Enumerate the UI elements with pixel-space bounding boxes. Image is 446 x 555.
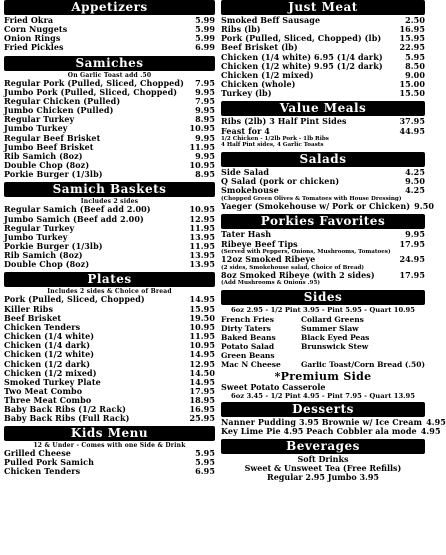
desserts-section [221, 402, 446, 437]
item-name: Onion Rings [4, 33, 61, 44]
item-name: Regular Chicken (Pulled) [4, 95, 121, 106]
item-name: Smokehouse [221, 185, 279, 196]
item-name: Jumbo Turkey [4, 231, 68, 242]
side-item: Mac N Cheese [221, 360, 281, 370]
item-name: Porkie Burger (1/3lb) [4, 169, 103, 180]
item-name: Chicken (1/2 mixed) [4, 367, 97, 378]
value-meals-heading: Value Meals [221, 101, 425, 116]
menu-item [4, 43, 215, 52]
item-name: Regular Turkey [4, 222, 75, 233]
item-price: 13.95 [189, 259, 215, 270]
plates-heading: Plates [4, 272, 215, 287]
side-item: Green Beans [221, 351, 275, 361]
item-price: 13.95 [189, 231, 215, 242]
item-name: Regular Samich (Beef add 2.00) [4, 204, 151, 215]
item-price: 16.95 [189, 404, 215, 415]
item-price: 22.95 [399, 42, 425, 53]
beverages-heading: Beverages [221, 439, 425, 454]
item-price: 14.95 [189, 349, 215, 360]
item-price: 6.95 [195, 465, 215, 476]
item-name: Jumbo Chicken (Pulled) [4, 105, 114, 116]
desserts-list [221, 417, 446, 437]
plates-list [4, 295, 215, 423]
item-price: 7.95 [195, 77, 215, 88]
item-name: Corn Nuggets [4, 24, 68, 35]
item-name: 8oz Smoked Ribeye (with 2 sides) [221, 270, 375, 281]
item-name: Chicken (1/2 white) [4, 349, 95, 360]
item-price: 2.50 [405, 15, 425, 25]
item-price: 6.99 [195, 42, 215, 53]
item-name: Chicken (1/2 white) 9.95 (1/2 dark) [221, 60, 383, 71]
just-meat-list [221, 16, 425, 98]
left-column [4, 0, 215, 476]
item-price: 10.95 [189, 123, 215, 134]
item-price: 14.95 [189, 294, 215, 305]
item-price: 9.95 [405, 229, 425, 240]
item-price: 9.50 [414, 201, 435, 212]
item-price: 37.95 [399, 116, 425, 127]
item-note: (2 sides, Smokehouse salad, Choice of Bread) [221, 264, 365, 271]
item-name: Pulled Pork Samich [4, 456, 95, 467]
item-price: 9.00 [405, 69, 425, 80]
item-price: 9.95 [195, 150, 215, 161]
item-name: Jumbo Beef Brisket [4, 141, 94, 152]
baskets-list [4, 205, 215, 269]
just-meat-section [221, 0, 425, 98]
item-name: Ribeye Beef Tips [221, 238, 298, 249]
item-price: 7.95 [195, 95, 215, 106]
samiches-heading: Samiches [4, 56, 215, 71]
item-price: 8.95 [195, 169, 215, 180]
item-price: 4.25 [405, 167, 425, 178]
item-price: 12.95 [189, 358, 215, 369]
samiches-section [4, 56, 215, 180]
item-name: Double Chop (8oz) [4, 259, 90, 270]
item-name: Chicken (1/2 dark) [4, 358, 91, 369]
beverages-section [221, 439, 425, 482]
beverage-line-1: Soft Drinks [297, 453, 349, 464]
item-price: 18.95 [189, 395, 215, 406]
item-name: Q Salad (pork or chicken) [221, 176, 340, 187]
item-price: 11.95 [189, 222, 215, 233]
baskets-section [4, 182, 215, 269]
item-price: 14.50 [189, 367, 215, 378]
item-price: 5.99 [195, 15, 215, 25]
premium-section [221, 370, 425, 401]
item-note: (Served with Peppers, Onions, Mushrooms, Tomatoes) [221, 248, 391, 255]
menu-item [221, 186, 425, 195]
favorites-section [221, 214, 425, 287]
item-name: Pork (Pulled, Sliced, Chopped) [4, 294, 145, 305]
item-name: Regular Pork (Pulled, Sliced, Chopped) [4, 77, 184, 88]
side-item: Dirty Taters [221, 324, 271, 334]
item-price: 4.95 [420, 426, 441, 437]
side-item: Black Eyed Peas [300, 333, 370, 343]
item-price: 10.95 [189, 160, 215, 171]
item-name: Jumbo Turkey [4, 123, 68, 134]
item-price: 5.95 [405, 51, 425, 62]
side-item: Brunswick Stew [300, 342, 369, 352]
kids-heading: Kids Menu [4, 426, 215, 441]
item-price: 9.95 [195, 86, 215, 97]
smokehouse-note: (Chopped Green Olives & Tomatoes with House Dressing) [221, 195, 402, 202]
menu-item [221, 240, 425, 249]
item-name: Two Meat Combo [4, 386, 83, 396]
item-price: 17.95 [399, 238, 425, 249]
item-name: Regular Beef Brisket [4, 132, 101, 143]
item-name: Smoked Beff Sausage [221, 15, 321, 25]
sides-pricing: 6oz 2.95 - 1/2 Pint 3.95 - Pint 5.95 - Quart 10.95 [230, 306, 416, 315]
beverage-line-3: Regular 2.95 Jumbo 3.95 [267, 471, 379, 482]
samiches-list [4, 79, 215, 180]
favorites-list [221, 230, 425, 287]
item-name: Pork (Pulled, Sliced, Chopped) (lb) [221, 33, 382, 44]
item-name: Feast for 4 [221, 125, 270, 136]
premium-item: Sweet Potato Casserole [221, 382, 326, 393]
item-price: 8.50 [405, 60, 425, 71]
side-item: Garlic Toast/Corn Bread (.50) [300, 360, 425, 370]
item-name: Jumbo Samich (Beef add 2.00) [4, 213, 144, 224]
item-price: 14.95 [189, 376, 215, 387]
item-name: Regular Turkey [4, 114, 75, 125]
item-price: 11.95 [189, 331, 215, 342]
favorites-heading: Porkies Favorites [221, 214, 425, 229]
salads-heading: Salads [221, 152, 425, 167]
item-name: Three Meat Combo [4, 395, 92, 406]
item-name: Yaeger (Smokehouse w/ Pork or Chicken) [221, 201, 411, 212]
item-price: 16.95 [399, 24, 425, 35]
item-name: Chicken Tenders [4, 465, 81, 476]
item-price: 44.95 [399, 125, 425, 136]
value-meals-note-2: 4 Half Pint sides, 4 Garlic Toasts [221, 142, 324, 149]
item-name: Double Chop (8oz) [4, 160, 90, 171]
item-name: Chicken (1/4 white) 6.95 (1/4 dark) [221, 51, 383, 62]
item-price: 5.95 [195, 456, 215, 467]
kids-section [4, 426, 215, 476]
item-name: Baby Back Ribs (Full Rack) [4, 413, 130, 424]
item-price: 10.95 [189, 204, 215, 215]
item-price: 15.00 [399, 79, 425, 90]
value-meals-list [221, 117, 425, 135]
item-price: 5.99 [195, 24, 215, 35]
desserts-heading: Desserts [221, 402, 425, 417]
baskets-heading: Samich Baskets [4, 182, 215, 197]
item-price: 8.95 [195, 114, 215, 125]
item-price: 10.95 [189, 321, 215, 332]
menu-item [4, 467, 215, 476]
side-item: Collard Greens [300, 315, 364, 325]
item-name: Fried Pickles [4, 42, 64, 53]
item-price: 10.95 [189, 340, 215, 351]
item-name: Key Lime Pie 4.95 Peach Cobbler ala mode [221, 426, 417, 437]
plates-section [4, 272, 215, 423]
item-name: Ribs (lb) [221, 24, 261, 35]
sides-grid [221, 315, 425, 369]
item-name: Baby Back Ribs (1/2 Rack) [4, 404, 127, 415]
salads-section [221, 152, 435, 212]
appetizers-heading: Appetizers [4, 0, 215, 15]
baskets-note: Includes 2 sides [80, 198, 139, 206]
side-item: Summer Slaw [300, 324, 359, 334]
item-name: Chicken (whole) [221, 79, 296, 90]
item-name: Beef Brisket (lb) [221, 42, 298, 53]
item-price: 5.99 [195, 33, 215, 44]
item-price: 17.95 [399, 270, 425, 281]
sides-heading: Sides [221, 290, 425, 305]
salads-list [221, 168, 425, 195]
item-name: Tater Hash [221, 229, 272, 240]
menu-item [221, 201, 435, 212]
item-name: Chicken Tenders [4, 321, 81, 332]
item-price: 19.50 [189, 312, 215, 323]
right-column [221, 0, 446, 482]
item-name: 12oz Smoked Ribeye [221, 254, 316, 265]
item-name: Porkie Burger (1/3lb) [4, 240, 103, 251]
sides-section [221, 290, 425, 369]
premium-heading: *Premium Side [274, 370, 372, 384]
item-price: 24.95 [399, 254, 425, 265]
item-note: (Add Mushrooms & Onions .95) [221, 280, 320, 287]
item-price: 11.95 [189, 141, 215, 152]
menu-item [4, 414, 215, 423]
kids-list [4, 449, 215, 476]
menu-item [221, 89, 425, 98]
item-price: 15.95 [399, 33, 425, 44]
item-name: Jumbo Pork (Pulled, Sliced, Chopped) [4, 86, 178, 97]
item-name: Chicken (1/4 dark) [4, 340, 91, 351]
value-meals-section [221, 101, 425, 149]
plates-note: Includes 2 sides & Choice of Bread [47, 288, 172, 296]
item-price: 4.25 [405, 185, 425, 196]
menu-item [221, 426, 441, 437]
menu-item [4, 260, 215, 269]
item-name: Rib Samich (8oz) [4, 150, 83, 161]
item-price: 11.95 [189, 240, 215, 251]
menu-item [221, 127, 425, 136]
side-item [301, 351, 425, 360]
item-name: Nanner Pudding 3.95 Brownie w/ Ice Cream [221, 417, 423, 428]
appetizers-section [4, 0, 215, 53]
item-name: Killer Ribs [4, 303, 54, 314]
item-price: 25.95 [189, 413, 215, 424]
item-price: 12.95 [189, 213, 215, 224]
item-price: 13.95 [189, 250, 215, 261]
samiches-note: On Garlic Toast add .50 [67, 71, 152, 79]
item-name: Chicken (1/2 mixed) [221, 69, 314, 80]
item-name: Turkey (lb) [221, 88, 272, 99]
item-price: 9.50 [405, 176, 425, 187]
menu-item [221, 255, 425, 264]
item-name: Rib Samich (8oz) [4, 250, 83, 261]
item-price: 5.95 [195, 447, 215, 458]
item-price: 9.95 [195, 105, 215, 116]
item-price: 9.95 [195, 132, 215, 143]
side-item: Potato Salad [221, 342, 275, 352]
item-name: Grilled Cheese [4, 447, 71, 458]
just-meat-heading: Just Meat [221, 0, 425, 15]
side-item: Baked Beans [221, 333, 276, 343]
item-price: 15.95 [189, 303, 215, 314]
appetizers-list [4, 16, 215, 53]
item-price: 15.50 [399, 88, 425, 99]
value-meals-note-1: 1/2 Chicken - 1/2lb Pork - 1lb Ribs [221, 135, 329, 142]
item-name: Smoked Turkey Plate [4, 376, 101, 387]
beverage-line-2: Sweet & Unsweet Tea (Free Refills) [244, 462, 402, 473]
item-name: Chicken (1/4 white) [4, 331, 95, 342]
item-name: Beef Brisket [4, 312, 62, 323]
side-item: French Fries [221, 315, 274, 325]
item-price: 17.95 [189, 386, 215, 396]
premium-pricing: 6oz 3.45 - 1/2 Pint 4.95 - Pint 7.95 - Quart 13.95 [230, 392, 416, 401]
item-name: Side Salad [221, 167, 270, 178]
item-price: 4.95 [426, 417, 446, 428]
item-name: Fried Okra [4, 15, 54, 25]
item-name: Ribs (2lb) 3 Half Pint Sides [221, 116, 347, 127]
menu-item [4, 170, 215, 179]
kids-note: 12 & Under - Comes with one Side & Drink [33, 441, 186, 449]
